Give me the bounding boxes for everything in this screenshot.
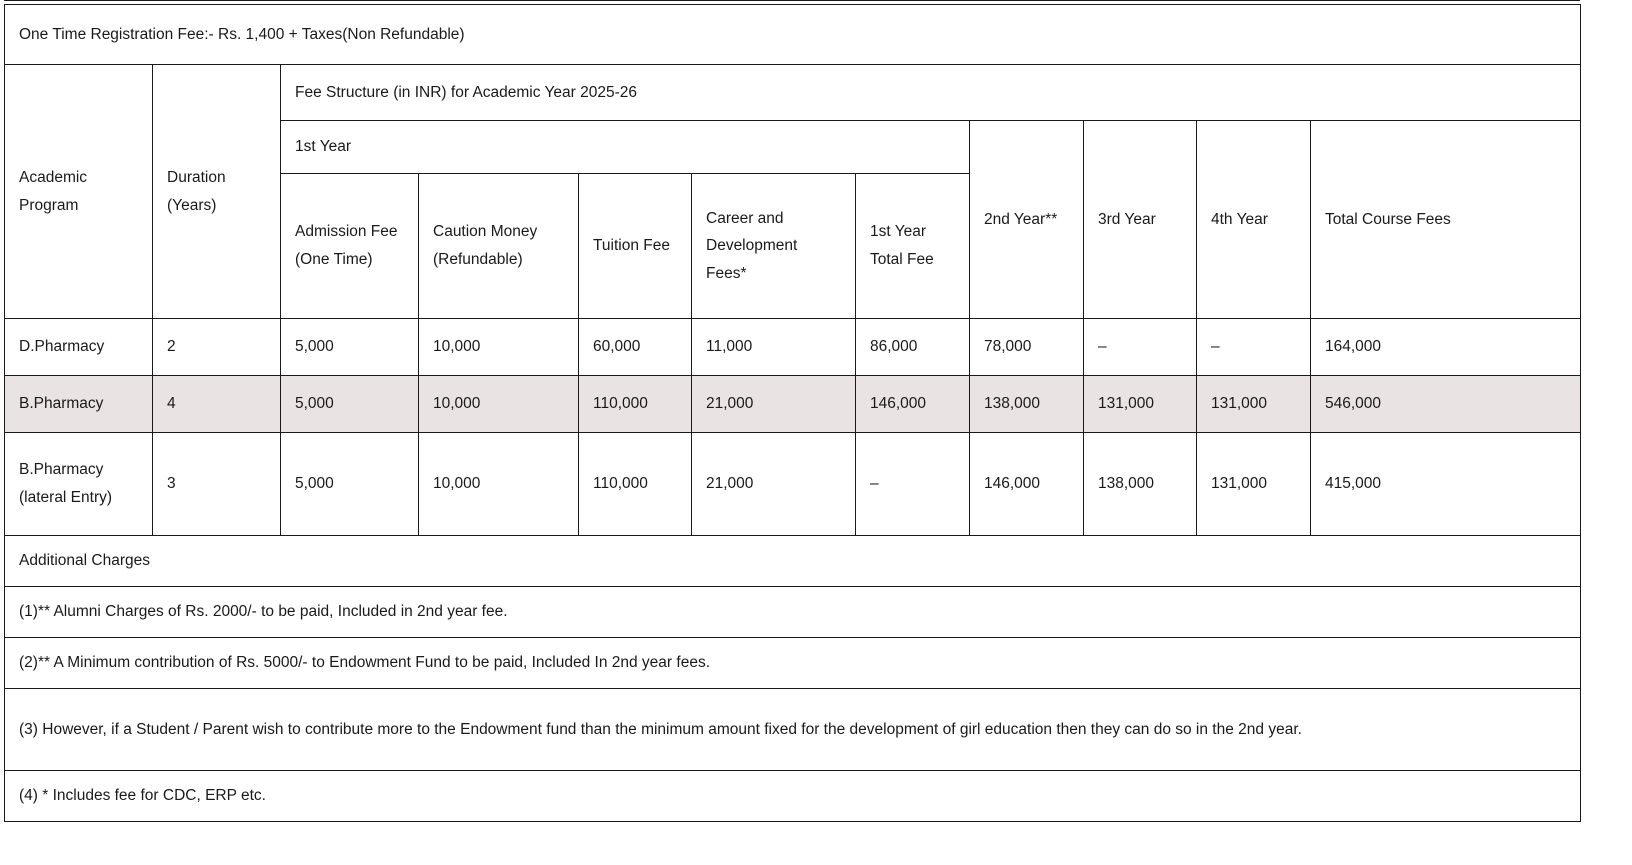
cell-duration: 2 <box>153 319 281 376</box>
cell-program: B.Pharmacy (lateral Entry) <box>5 433 153 536</box>
cell-third-year: – <box>1084 319 1197 376</box>
cell-first-year-total: 86,000 <box>856 319 970 376</box>
cell-caution-money: 10,000 <box>419 319 579 376</box>
header-row-group <box>5 65 1581 121</box>
cell-fourth-year: 131,000 <box>1197 376 1311 433</box>
registration-fee-text: One Time Registration Fee:- Rs. 1,400 + Taxes(Non Refundable) <box>5 5 1581 65</box>
cell-total-course-fees: 164,000 <box>1311 319 1581 376</box>
cell-duration: 3 <box>153 433 281 536</box>
cell-admission-fee: 5,000 <box>281 433 419 536</box>
cell-fourth-year: 131,000 <box>1197 433 1311 536</box>
header-duration: Duration (Years) <box>153 65 281 319</box>
cell-career-development-fees: 11,000 <box>692 319 856 376</box>
cell-program: B.Pharmacy <box>5 376 153 433</box>
note-item: (4) * Includes fee for CDC, ERP etc. <box>5 771 1581 822</box>
header-third-year: 3rd Year <box>1084 121 1197 319</box>
table-row <box>5 319 1581 376</box>
header-fee-structure-group: Fee Structure (in INR) for Academic Year 2025-26 <box>281 65 1581 121</box>
cell-total-course-fees: 415,000 <box>1311 433 1581 536</box>
header-career-development-fees: Career and Development Fees* <box>692 174 856 319</box>
table-row <box>5 433 1581 536</box>
header-tuition-fee: Tuition Fee <box>579 174 692 319</box>
cell-tuition-fee: 110,000 <box>579 433 692 536</box>
registration-fee-row <box>5 5 1581 65</box>
cell-third-year: 138,000 <box>1084 433 1197 536</box>
cell-caution-money: 10,000 <box>419 433 579 536</box>
table-row <box>5 376 1581 433</box>
header-first-year-total-fee: 1st Year Total Fee <box>856 174 970 319</box>
cell-first-year-total: 146,000 <box>856 376 970 433</box>
additional-charges-header-row <box>5 536 1581 587</box>
cell-admission-fee: 5,000 <box>281 376 419 433</box>
cell-admission-fee: 5,000 <box>281 319 419 376</box>
cell-career-development-fees: 21,000 <box>692 433 856 536</box>
header-caution-money: Caution Money (Refundable) <box>419 174 579 319</box>
note-row <box>5 689 1581 771</box>
note-row <box>5 587 1581 638</box>
cell-total-course-fees: 546,000 <box>1311 376 1581 433</box>
note-item: (2)** A Minimum contribution of Rs. 5000/- to Endowment Fund to be paid, Included In 2nd year fees. <box>5 638 1581 689</box>
note-item: (1)** Alumni Charges of Rs. 2000/- to be paid, Included in 2nd year fee. <box>5 587 1581 638</box>
cell-tuition-fee: 110,000 <box>579 376 692 433</box>
cell-tuition-fee: 60,000 <box>579 319 692 376</box>
header-first-year-group: 1st Year <box>281 121 970 174</box>
header-academic-program: Academic Program <box>5 65 153 319</box>
additional-charges-title: Additional Charges <box>5 536 1581 587</box>
header-second-year: 2nd Year** <box>970 121 1084 319</box>
header-total-course-fees: Total Course Fees <box>1311 121 1581 319</box>
cell-caution-money: 10,000 <box>419 376 579 433</box>
top-divider <box>4 0 1580 1</box>
fee-structure-table <box>4 4 1581 822</box>
cell-second-year: 138,000 <box>970 376 1084 433</box>
cell-program: D.Pharmacy <box>5 319 153 376</box>
cell-second-year: 146,000 <box>970 433 1084 536</box>
cell-second-year: 78,000 <box>970 319 1084 376</box>
cell-fourth-year: – <box>1197 319 1311 376</box>
header-admission-fee: Admission Fee (One Time) <box>281 174 419 319</box>
cell-first-year-total: – <box>856 433 970 536</box>
header-fourth-year: 4th Year <box>1197 121 1311 319</box>
note-row <box>5 638 1581 689</box>
note-row <box>5 771 1581 822</box>
note-item: (3) However, if a Student / Parent wish to contribute more to the Endowment fund than the minimum amount fixed for the development of girl education then they can do so in the 2nd year. <box>5 689 1581 771</box>
cell-duration: 4 <box>153 376 281 433</box>
cell-career-development-fees: 21,000 <box>692 376 856 433</box>
cell-third-year: 131,000 <box>1084 376 1197 433</box>
